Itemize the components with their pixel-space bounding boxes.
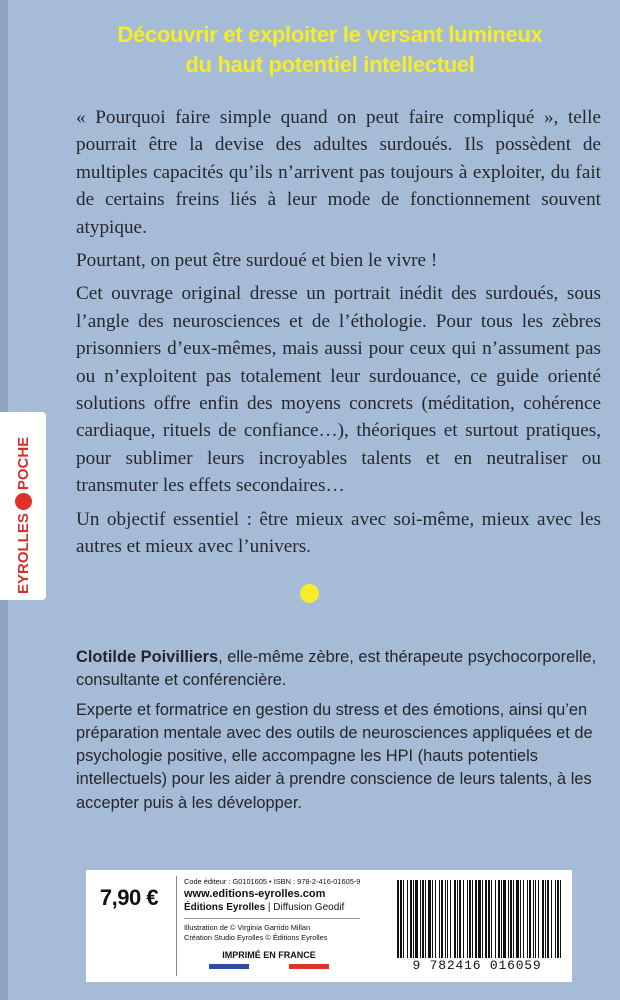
barcode-bar — [397, 880, 399, 958]
barcode-bar — [560, 880, 561, 958]
red-dot-icon — [15, 493, 32, 510]
printed-in-france — [204, 950, 334, 969]
barcode-bar — [538, 880, 539, 958]
barcode-bar — [501, 880, 502, 958]
barcode-bar — [475, 880, 477, 958]
barcode-bar — [503, 880, 506, 958]
barcode-bar — [523, 880, 524, 958]
headline — [70, 20, 590, 80]
blurb-paragraph-3: Cet ouvrage original dresse un portrait inédit des surdoués, sous l’angle des neurosciences et de l’éthologie. Pour tous les zèbres prisonniers d’eux-mêmes, mais aussi pour ceux qui n’assument pas ou n’exploitent pas totalement leur surdouance, ce guide orienté solutions offre enfin des moyens concrets (méditation, cohérence cardiaque, rituels de confiance…), théoriques et surtout pratiques, pour sublimer leurs incroyables talents et en neutraliser ou transmuter les effets secondaires… — [76, 283, 601, 497]
distribution: | Diffusion Geodif — [265, 902, 345, 913]
barcode-bar — [498, 880, 500, 958]
barcode-bar — [547, 880, 549, 958]
barcode-number: 9 782416 016059 — [412, 958, 542, 973]
yellow-dot-icon — [300, 584, 319, 603]
barcode — [388, 878, 566, 978]
headline-line-1: Découvrir et exploiter le versant lumineux — [117, 22, 543, 47]
barcode-bar — [415, 880, 418, 958]
barcode-bar — [508, 880, 509, 958]
footer-divider — [176, 876, 177, 976]
barcode-bar — [447, 880, 448, 958]
barcode-bar — [467, 880, 468, 958]
barcode-bar — [555, 880, 556, 958]
collection-name-left: EYROLLES — [14, 513, 32, 594]
barcode-bar — [445, 880, 446, 958]
barcode-bar — [510, 880, 512, 958]
website-link[interactable]: www.editions-eyrolles.com — [184, 888, 326, 900]
headline-line-2: du haut potentiel intellectuel — [185, 52, 475, 77]
publisher-name: Éditions Eyrolles — [184, 902, 266, 913]
flag-red-band — [289, 964, 329, 969]
barcode-bar — [551, 880, 552, 958]
blurb-paragraph-1: « Pourquoi faire simple quand on peut faire compliqué », telle pourrait être la devise des adultes surdoués. Ils possèdent de multiples capacités qu’ils n’arrivent pas toujours à exploiter, du fait de certains freins liés à leur mode de fonctionnement souvent atypique. — [76, 107, 601, 238]
publisher-line — [184, 901, 384, 914]
barcode-bar — [459, 880, 461, 958]
barcode-bar — [425, 880, 426, 958]
barcode-bar — [469, 880, 471, 958]
barcode-bar — [400, 880, 402, 958]
collection-label — [11, 414, 35, 594]
barcode-bar — [527, 880, 528, 958]
barcode-bar — [557, 880, 559, 958]
barcode-bar — [472, 880, 473, 958]
barcode-bar — [439, 880, 440, 958]
barcode-icon — [396, 880, 562, 958]
publisher-info — [184, 876, 384, 969]
barcode-bar — [463, 880, 464, 958]
bio-intro — [76, 646, 601, 693]
blurb — [76, 104, 601, 567]
barcode-bar — [410, 880, 412, 958]
collection-name-right: POCHE — [14, 436, 32, 491]
barcode-bar — [535, 880, 536, 958]
barcode-bar — [520, 880, 521, 958]
barcode-bar — [529, 880, 531, 958]
barcode-bar — [478, 880, 481, 958]
barcode-bar — [545, 880, 546, 958]
bio-paragraph: Experte et formatrice en gestion du stress et des émotions, ainsi qu’en préparation mentale avec des outils de neurosciences appliquées et de psychologie positive, elle accompagne les HPI (hauts potentiels intellectuels) pour les aider à prendre conscience de leurs talents, à les accepter puis à les développer. — [76, 700, 593, 812]
barcode-bar — [485, 880, 487, 958]
barcode-bar — [435, 880, 436, 958]
barcode-bar — [450, 880, 451, 958]
footer-box — [86, 870, 572, 982]
barcode-bar — [428, 880, 431, 958]
price: 7,90 € — [99, 885, 159, 910]
barcode-bar — [482, 880, 483, 958]
barcode-bar — [422, 880, 424, 958]
design-credit: Création Studio Eyrolles © Éditions Eyrolles — [184, 933, 328, 942]
flag-blue-band — [209, 964, 249, 969]
barcode-bar — [413, 880, 414, 958]
author-name: Clotilde Poivilliers — [76, 648, 219, 666]
barcode-bar — [457, 880, 458, 958]
barcode-bar — [403, 880, 404, 958]
barcode-bar — [407, 880, 408, 958]
barcode-bar — [441, 880, 443, 958]
illustration-credit: Illustration de © Virginia Garrido Millan — [184, 923, 311, 932]
barcode-bar — [432, 880, 433, 958]
barcode-bar — [454, 880, 456, 958]
french-flag-icon — [209, 964, 329, 969]
barcode-bar — [533, 880, 534, 958]
author-intro: , elle-même zèbre, est thérapeute psychocorporelle, consultante et conférencière. — [76, 648, 597, 690]
barcode-bar — [491, 880, 492, 958]
barcode-bar — [513, 880, 514, 958]
flag-white-band — [249, 964, 289, 969]
blurb-paragraph-4: Un objectif essentiel : être mieux avec soi-même, mieux avec les autres et mieux avec l’univers. — [76, 508, 601, 558]
barcode-bar — [420, 880, 421, 958]
blurb-paragraph-2: Pourtant, on peut être surdoué et bien le vivre ! — [76, 250, 438, 272]
author-bio — [76, 646, 601, 821]
barcode-bar — [516, 880, 519, 958]
barcode-bar — [495, 880, 496, 958]
info-divider — [184, 918, 360, 919]
printed-label: IMPRIMÉ EN FRANCE — [222, 950, 316, 960]
barcode-bar — [488, 880, 490, 958]
isbn-code: Code éditeur : G0101605 • ISBN : 978-2-416-01605-9 — [184, 877, 361, 886]
barcode-bar — [542, 880, 544, 958]
